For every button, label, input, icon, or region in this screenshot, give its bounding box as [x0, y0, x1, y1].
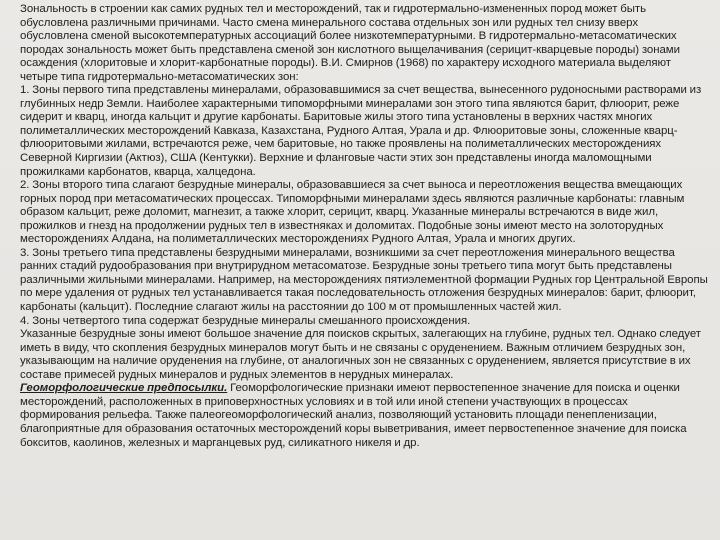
- paragraph-geomorphology-text: Геоморфологические признаки имеют первостепенное значение для поиска и оценки месторождений, расположенных в приповерхностных условиях и в той или иной степени участвующих в процессах формирования рельефа. Также палеогеоморфологический анализ, позволяющий установить площади пенепленизации, благоприятные для образования остаточных месторождений коры выветривания, имеет первостепенное значение для поиска бокситов, каолинов, железных и марганцевых руд, силикатного никеля и др.: [20, 382, 687, 449]
- paragraph-significance: Указанные безрудные зоны имеют большое значение для поисков скрытых, залегающих на глубине, рудных тел. Однако следует иметь в виду, что скопления безрудных минералов могут быть и не связаны с оруденением. Важным отличием безрудных зон, указывающим на наличие оруденения на глубине, от аналогичных зон не связанных с оруденением, является присутствие в их составе примесей рудных минералов и рудных элементов в нерудных минералах.: [20, 328, 701, 381]
- paragraph-zone-type-1: 1. Зоны первого типа представлены минералами, образовавшимися за счет вещества, вынесенного рудоносными растворами из глубинных недр Земли. Наиболее характерными типоморфными минералами зон этого типа являются барит, флюорит, реже сидерит и кварц, иногда кальцит и другие карбонаты. Баритовые жилы этого типа установлены в верхних частях многих полиметаллических месторождений Кавказа, Казахстана, Рудного Алтая, Урала и др. Флюоритовые зоны, сложенные кварц-флюоритовыми жилами, встречаются реже, чем баритовые, но также проявлены на полиметаллических месторождениях Северной Киргизии (Актюз), США (Кентукки). Верхние и фланговые части этих зон представлены иногда маломощными прожилками карбонатов, кварца, халцедона.: [20, 84, 702, 178]
- paragraph-geomorphology: [20, 382, 708, 450]
- section-heading: Геоморфологические предпосылки.: [20, 382, 228, 395]
- paragraph-zone-type-4: 4. Зоны четвертого типа содержат безрудные минералы смешанного происхождения.: [20, 314, 471, 327]
- paragraph-intro: Зональность в строении как самих рудных тел и месторождений, так и гидротермально-измененных пород может быть обусловлена различными причинами. Часто смена минерального состава отдельных зон или рудных тел снизу вверх обусловлена сменой высокотемпературных ассоциаций более низкотемпературными. В гидротермально-метасоматических породах зональность может быть представлена сменой зон кислотного выщелачивания (серицит-кварцевые породы) зонами осаждения (хлоритовые и хлорит-карбонатные породы). В.И. Смирнов (1968) по характеру исходного материала выделяют четыре типа гидротермально-метасоматических зон:: [20, 3, 680, 83]
- paragraph-zone-type-3: 3. Зоны третьего типа представлены безрудными минералами, возникшими за счет переотложения минерального вещества ранних стадий рудообразования при внутрирудном метасоматозе. Безрудные зоны третьего типа могут быть представлены различными жильными минералами. Например, на месторождениях пятиэлементной формации Рудных гор Центральной Европы по мере удаления от рудных тел устанавливается такая последовательность отложения безрудных минералов: барит, флюорит, карбонаты (кальцит). Последние слагают жилы на расстоянии до 100 м от промышленных частей жил.: [20, 246, 708, 314]
- paragraph-zone-type-2: 2. Зоны второго типа слагают безрудные минералы, образовавшиеся за счет выноса и переотложения вещества вмещающих горных пород при метасоматических процессах. Типоморфными минералами здесь являются различные карбонаты: главным образом кальцит, реже доломит, магнезит, а также хлорит, серицит, кварц. Указанные минералы встречаются в виде жил, прожилков и гнезд на продолжении рудных тел в известняках и доломитах. Подобные зоны имеют место на золоторудных месторождениях Алдана, на полиметаллических месторождениях Рудного Алтая, Урала и многих других.: [20, 179, 685, 246]
